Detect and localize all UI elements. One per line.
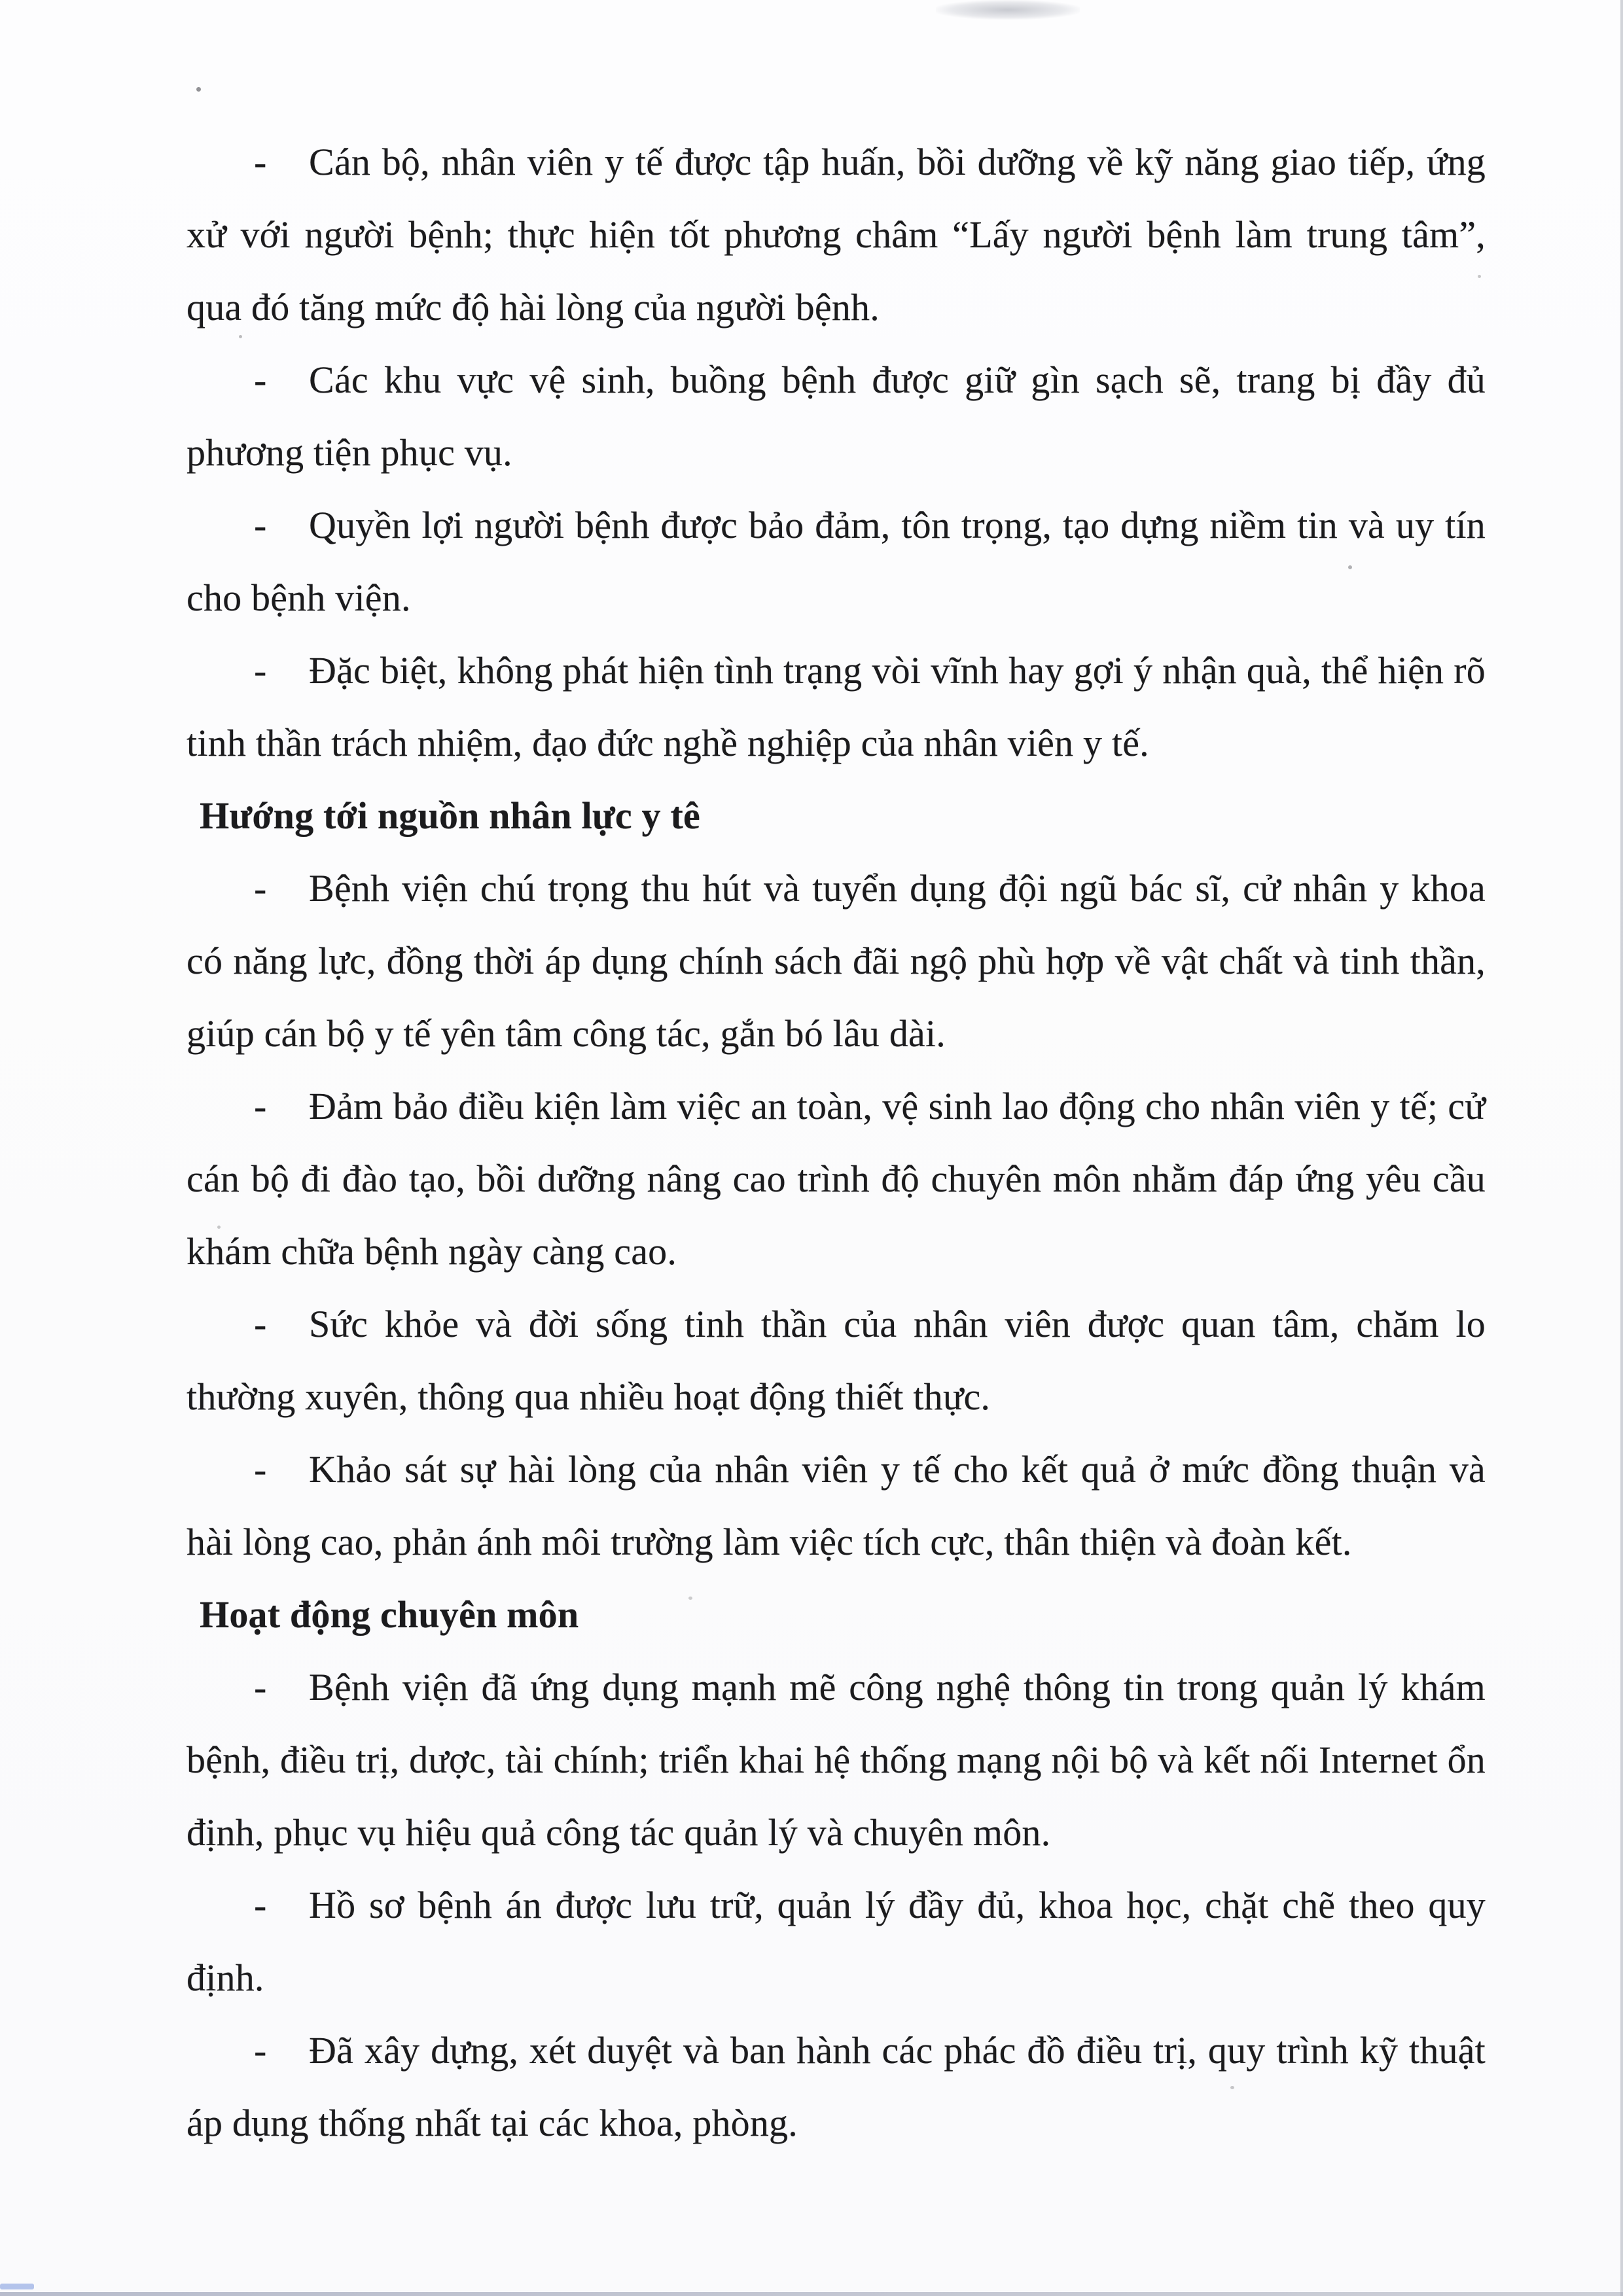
bullet-dash: -: [254, 1303, 267, 1345]
bullet-dash: -: [254, 359, 267, 401]
bullet-dash: -: [254, 141, 267, 183]
paragraph-text: Khảo sát sự hài lòng của nhân viên y tế cho kết quả ở mức đồng thuận và hài lòng cao, phản ánh môi trường làm việc tích cực, thân thiện và đoàn kết.: [187, 1448, 1486, 1563]
bullet-dash: -: [254, 1884, 267, 1926]
bullet-dash: -: [254, 1085, 267, 1127]
paragraph-text: Cán bộ, nhân viên y tế được tập huấn, bồi dưỡng về kỹ năng giao tiếp, ứng xử với người bệnh; thực hiện tốt phương châm “Lấy người bệnh làm trung tâm”, qua đó tăng mức độ hài lòng của người bệnh.: [187, 141, 1486, 328]
bullet-paragraph: [187, 1433, 1486, 1578]
bullet-paragraph: [187, 2014, 1486, 2159]
scan-smudge: [936, 0, 1080, 20]
bullet-paragraph: [187, 344, 1486, 489]
bullet-dash: -: [254, 1666, 267, 1708]
paragraph-text: Đã xây dựng, xét duyệt và ban hành các phác đồ điều trị, quy trình kỹ thuật áp dụng thống nhất tại các khoa, phòng.: [187, 2029, 1486, 2144]
paragraph-text: Quyền lợi người bệnh được bảo đảm, tôn trọng, tạo dựng niềm tin và uy tín cho bệnh viện.: [187, 504, 1486, 619]
bullet-dash: -: [254, 649, 267, 692]
paragraph-text: Hồ sơ bệnh án được lưu trữ, quản lý đầy đủ, khoa học, chặt chẽ theo quy định.: [187, 1884, 1486, 1999]
bullet-dash: -: [254, 867, 267, 910]
document-body: [187, 126, 1486, 2159]
paragraph-text: Các khu vực vệ sinh, buồng bệnh được giữ gìn sạch sẽ, trang bị đầy đủ phương tiện phục vụ.: [187, 359, 1486, 474]
section-heading-human-resources: Hướng tới nguồn nhân lực y tê: [200, 794, 700, 837]
paragraph-text: Đảm bảo điều kiện làm việc an toàn, vệ sinh lao động cho nhân viên y tế; cử cán bộ đi đào tạo, bồi dưỡng nâng cao trình độ chuyên môn nhằm đáp ứng yêu cầu khám chữa bệnh ngày càng cao.: [187, 1085, 1486, 1273]
bullet-paragraph: [187, 1651, 1486, 1869]
section-heading-professional-activities: Hoạt động chuyên môn: [200, 1593, 579, 1636]
bullet-paragraph: [187, 126, 1486, 344]
bullet-dash: -: [254, 1448, 267, 1491]
scan-speck: [196, 87, 201, 92]
bullet-dash: -: [254, 504, 267, 546]
paragraph-text: Bệnh viện đã ứng dụng mạnh mẽ công nghệ thông tin trong quản lý khám bệnh, điều trị, dược, tài chính; triển khai hệ thống mạng nội bộ và kết nối Internet ổn định, phục vụ hiệu quả công tác quản lý và chuyên môn.: [187, 1666, 1486, 1854]
bullet-paragraph: [187, 852, 1486, 1070]
bullet-paragraph: [187, 1288, 1486, 1433]
bullet-paragraph: [187, 1070, 1486, 1288]
bullet-paragraph: [187, 634, 1486, 779]
paragraph-text: Bệnh viện chú trọng thu hút và tuyển dụng đội ngũ bác sĩ, cử nhân y khoa có năng lực, đồng thời áp dụng chính sách đãi ngộ phù hợp về vật chất và tinh thần, giúp cán bộ y tế yên tâm công tác, gắn bó lâu dài.: [187, 867, 1486, 1055]
bullet-paragraph: [187, 489, 1486, 634]
scan-corner-mark: [0, 2284, 34, 2289]
scan-bottom-line: [0, 2292, 1623, 2296]
paragraph-text: Sức khỏe và đời sống tinh thần của nhân viên được quan tâm, chăm lo thường xuyên, thông qua nhiều hoạt động thiết thực.: [187, 1303, 1486, 1418]
bullet-dash: -: [254, 2029, 267, 2072]
bullet-paragraph: [187, 1869, 1486, 2014]
paragraph-text: Đặc biệt, không phát hiện tình trạng vòi vĩnh hay gợi ý nhận quà, thể hiện rõ tinh thần trách nhiệm, đạo đức nghề nghiệp của nhân viên y tế.: [187, 649, 1486, 764]
scan-edge-line: [1620, 0, 1623, 2296]
